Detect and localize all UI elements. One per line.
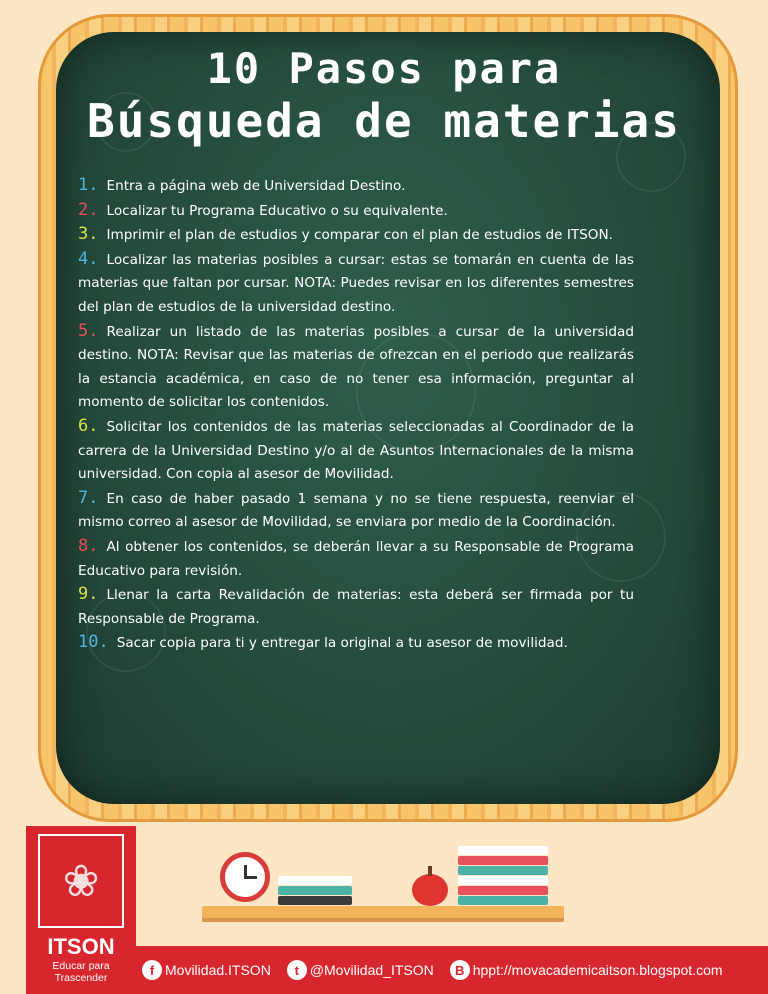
step-number: 10. bbox=[78, 632, 109, 653]
step-text: Realizar un listado de las materias posibles a cursar de la universidad destino. NOTA: Revisar que las materias de ofrezcan en el periodo que realizarás la estancia académica, en caso de no tener esa información, preguntar al momento de solicitar los contenidos. bbox=[78, 323, 634, 411]
page-title-line2: Búsqueda de materias bbox=[87, 94, 681, 148]
step-number: 5. bbox=[78, 320, 99, 341]
twitter-link[interactable] bbox=[287, 960, 434, 980]
step-number: 8. bbox=[78, 535, 99, 556]
blog-label: hppt://movacademicaitson.blogspot.com bbox=[472, 962, 723, 978]
step-text: Entra a página web de Universidad Destino. bbox=[106, 178, 406, 194]
step-item bbox=[78, 174, 634, 199]
blogger-icon: B bbox=[450, 960, 470, 980]
step-item bbox=[78, 248, 634, 320]
logo-slogan: Educar para Trascender bbox=[52, 960, 110, 984]
step-item bbox=[78, 583, 634, 631]
step-item bbox=[78, 223, 634, 248]
step-number: 3. bbox=[78, 224, 99, 245]
step-text: Llenar la carta Revalidación de materias: esta deberá ser firmada por tu Responsable de Programa. bbox=[78, 587, 634, 627]
step-text: Sacar copia para ti y entregar la original a tu asesor de movilidad. bbox=[116, 635, 568, 652]
step-number: 6. bbox=[78, 415, 99, 436]
step-number: 7. bbox=[78, 487, 99, 508]
step-text: Al obtener los contenidos, se deberán llevar a su Responsable de Programa Educativo para revisión. bbox=[78, 538, 634, 579]
itson-logo bbox=[26, 826, 136, 994]
books-stack-icon bbox=[278, 876, 352, 906]
step-text: Localizar las materias posibles a cursar: estas se tomarán en cuenta de las materias que faltan por cursar. NOTA: Puedes revisar en los diferentes semestres del plan de estudios de la universidad destino. bbox=[78, 251, 634, 315]
step-item bbox=[78, 199, 634, 224]
step-text: Localizar tu Programa Educativo o su equivalente. bbox=[106, 202, 448, 219]
facebook-link[interactable] bbox=[142, 960, 271, 980]
apple-icon bbox=[412, 874, 448, 906]
facebook-label: Movilidad.ITSON bbox=[165, 962, 271, 978]
step-item bbox=[78, 535, 634, 583]
step-number: 9. bbox=[78, 584, 99, 605]
books-stack-icon bbox=[458, 846, 548, 906]
steps-list bbox=[78, 174, 634, 656]
step-number: 4. bbox=[78, 248, 99, 269]
twitter-label: @Movilidad_ITSON bbox=[309, 962, 434, 978]
step-item bbox=[78, 320, 634, 415]
shelf bbox=[202, 906, 564, 918]
blog-link[interactable] bbox=[450, 960, 723, 980]
step-item bbox=[78, 415, 634, 487]
step-text: En caso de haber pasado 1 semana y no se tiene respuesta, reenviar el mismo correo al asesor de Movilidad, se enviara por medio de la Coordinación. bbox=[78, 490, 634, 531]
facebook-icon: f bbox=[142, 960, 162, 980]
twitter-icon: t bbox=[287, 960, 307, 980]
step-number: 2. bbox=[78, 199, 99, 220]
step-text: Imprimir el plan de estudios y comparar con el plan de estudios de ITSON. bbox=[106, 227, 613, 244]
alarm-clock-icon bbox=[220, 852, 270, 902]
logo-name: ITSON bbox=[47, 934, 115, 959]
step-number: 1. bbox=[78, 175, 99, 195]
itson-emblem-icon: ❀ bbox=[38, 834, 124, 928]
step-item bbox=[78, 631, 634, 656]
step-text: Solicitar los contenidos de las materias seleccionadas al Coordinador de la carrera de la Universidad Destino y/o al de Asuntos Internacionales de la misma universidad. Con copia al asesor de Movilidad. bbox=[78, 418, 634, 483]
page-title-line1: 10 Pasos para bbox=[206, 44, 562, 93]
footer-bar bbox=[136, 946, 768, 994]
step-item bbox=[78, 487, 634, 535]
